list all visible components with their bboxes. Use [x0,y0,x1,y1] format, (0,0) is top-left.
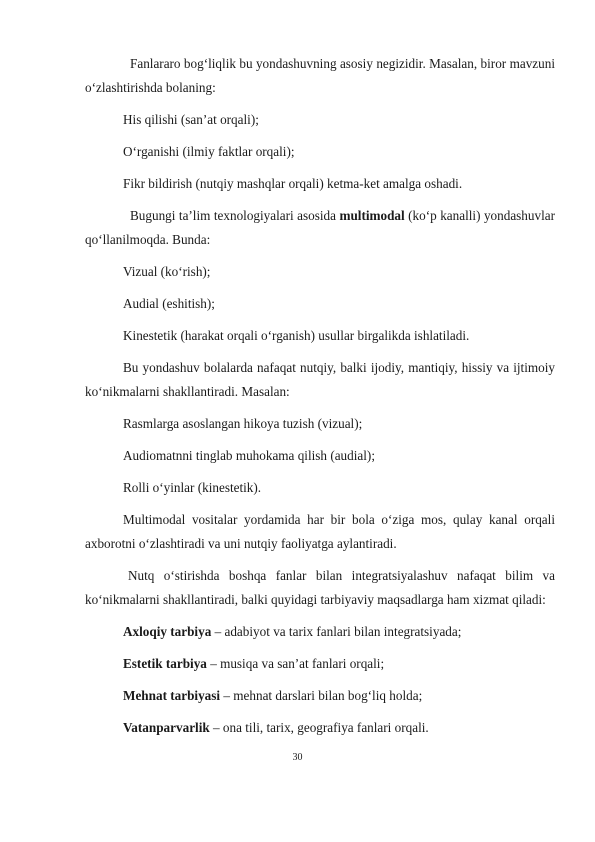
list-item: O‘rganishi (ilmiy faktlar orqali); [123,144,295,159]
goal-term: Vatanparvarlik [123,720,210,735]
paragraph-multimodal [85,204,555,252]
paragraph-interdisciplinary: Fanlararo bog‘liqlik bu yondashuvning asosiy negizidir. Masalan, biror mavzuni o‘zlashtirishda bolaning: [85,56,555,95]
goal-desc: – ona tili, tarix, geografiya fanlari orqali. [209,720,429,735]
goal-term: Axloqiy tarbiya [123,624,212,639]
list-item: Audiomatnni tinglab muhokama qilish (audial); [123,448,375,463]
goal-term: Estetik tarbiya [123,656,207,671]
list-item: Rolli o‘yinlar (kinestetik). [123,480,262,495]
goal-item [123,716,555,740]
paragraph-text: Bugungi ta’lim texnologiyalari asosida [130,208,340,223]
goal-item [123,684,555,708]
goal-desc: – adabiyot va tarix fanlari bilan integratsiyada; [211,624,462,639]
list-item: Audial (eshitish); [123,296,215,311]
list-item: His qilishi (san’at orqali); [123,112,259,127]
paragraph-multimodal-tools: Multimodal vositalar yordamida har bir bola o‘ziga mos, qulay kanal orqali axborotni o‘zlashtiradi va uni nutqiy faoliyatga aylantiradi. [85,512,555,551]
bold-term: multimodal [339,208,405,223]
goal-item [123,652,555,676]
page-number: 30 [292,752,303,763]
list-item: Rasmlarga asoslangan hikoya tuzish (vizual); [123,416,363,431]
list-item: Kinestetik (harakat orqali o‘rganish) usullar birgalikda ishlatiladi. [123,328,470,343]
paragraph-integration: Nutq o‘stirishda boshqa fanlar bilan integratsiyalashuv nafaqat bilim va ko‘nikmalarni shakllantiradi, balki quyidagi tarbiyaviy maqsadlarga ham xizmat qiladi: [85,568,555,607]
goal-term: Mehnat tarbiyasi [123,688,221,703]
paragraph-skills: Bu yondashuv bolalarda nafaqat nutqiy, balki ijodiy, mantiqiy, hissiy va ijtimoiy ko‘nikmalarni shakllantiradi. Masalan: [85,360,555,399]
goal-desc: – mehnat darslari bilan bog‘liq holda; [220,688,423,703]
goal-desc: – musiqa va san’at fanlari orqali; [206,656,385,671]
list-item: Vizual (ko‘rish); [123,264,211,279]
list-item: Fikr bildirish (nutqiy mashqlar orqali) ketma-ket amalga oshadi. [123,176,463,191]
paragraph-text: (ko‘p kanalli) yondashuvlar qo‘llanilmoqda. Bunda: [85,208,555,247]
document-body [85,52,555,748]
goal-item [123,620,555,644]
